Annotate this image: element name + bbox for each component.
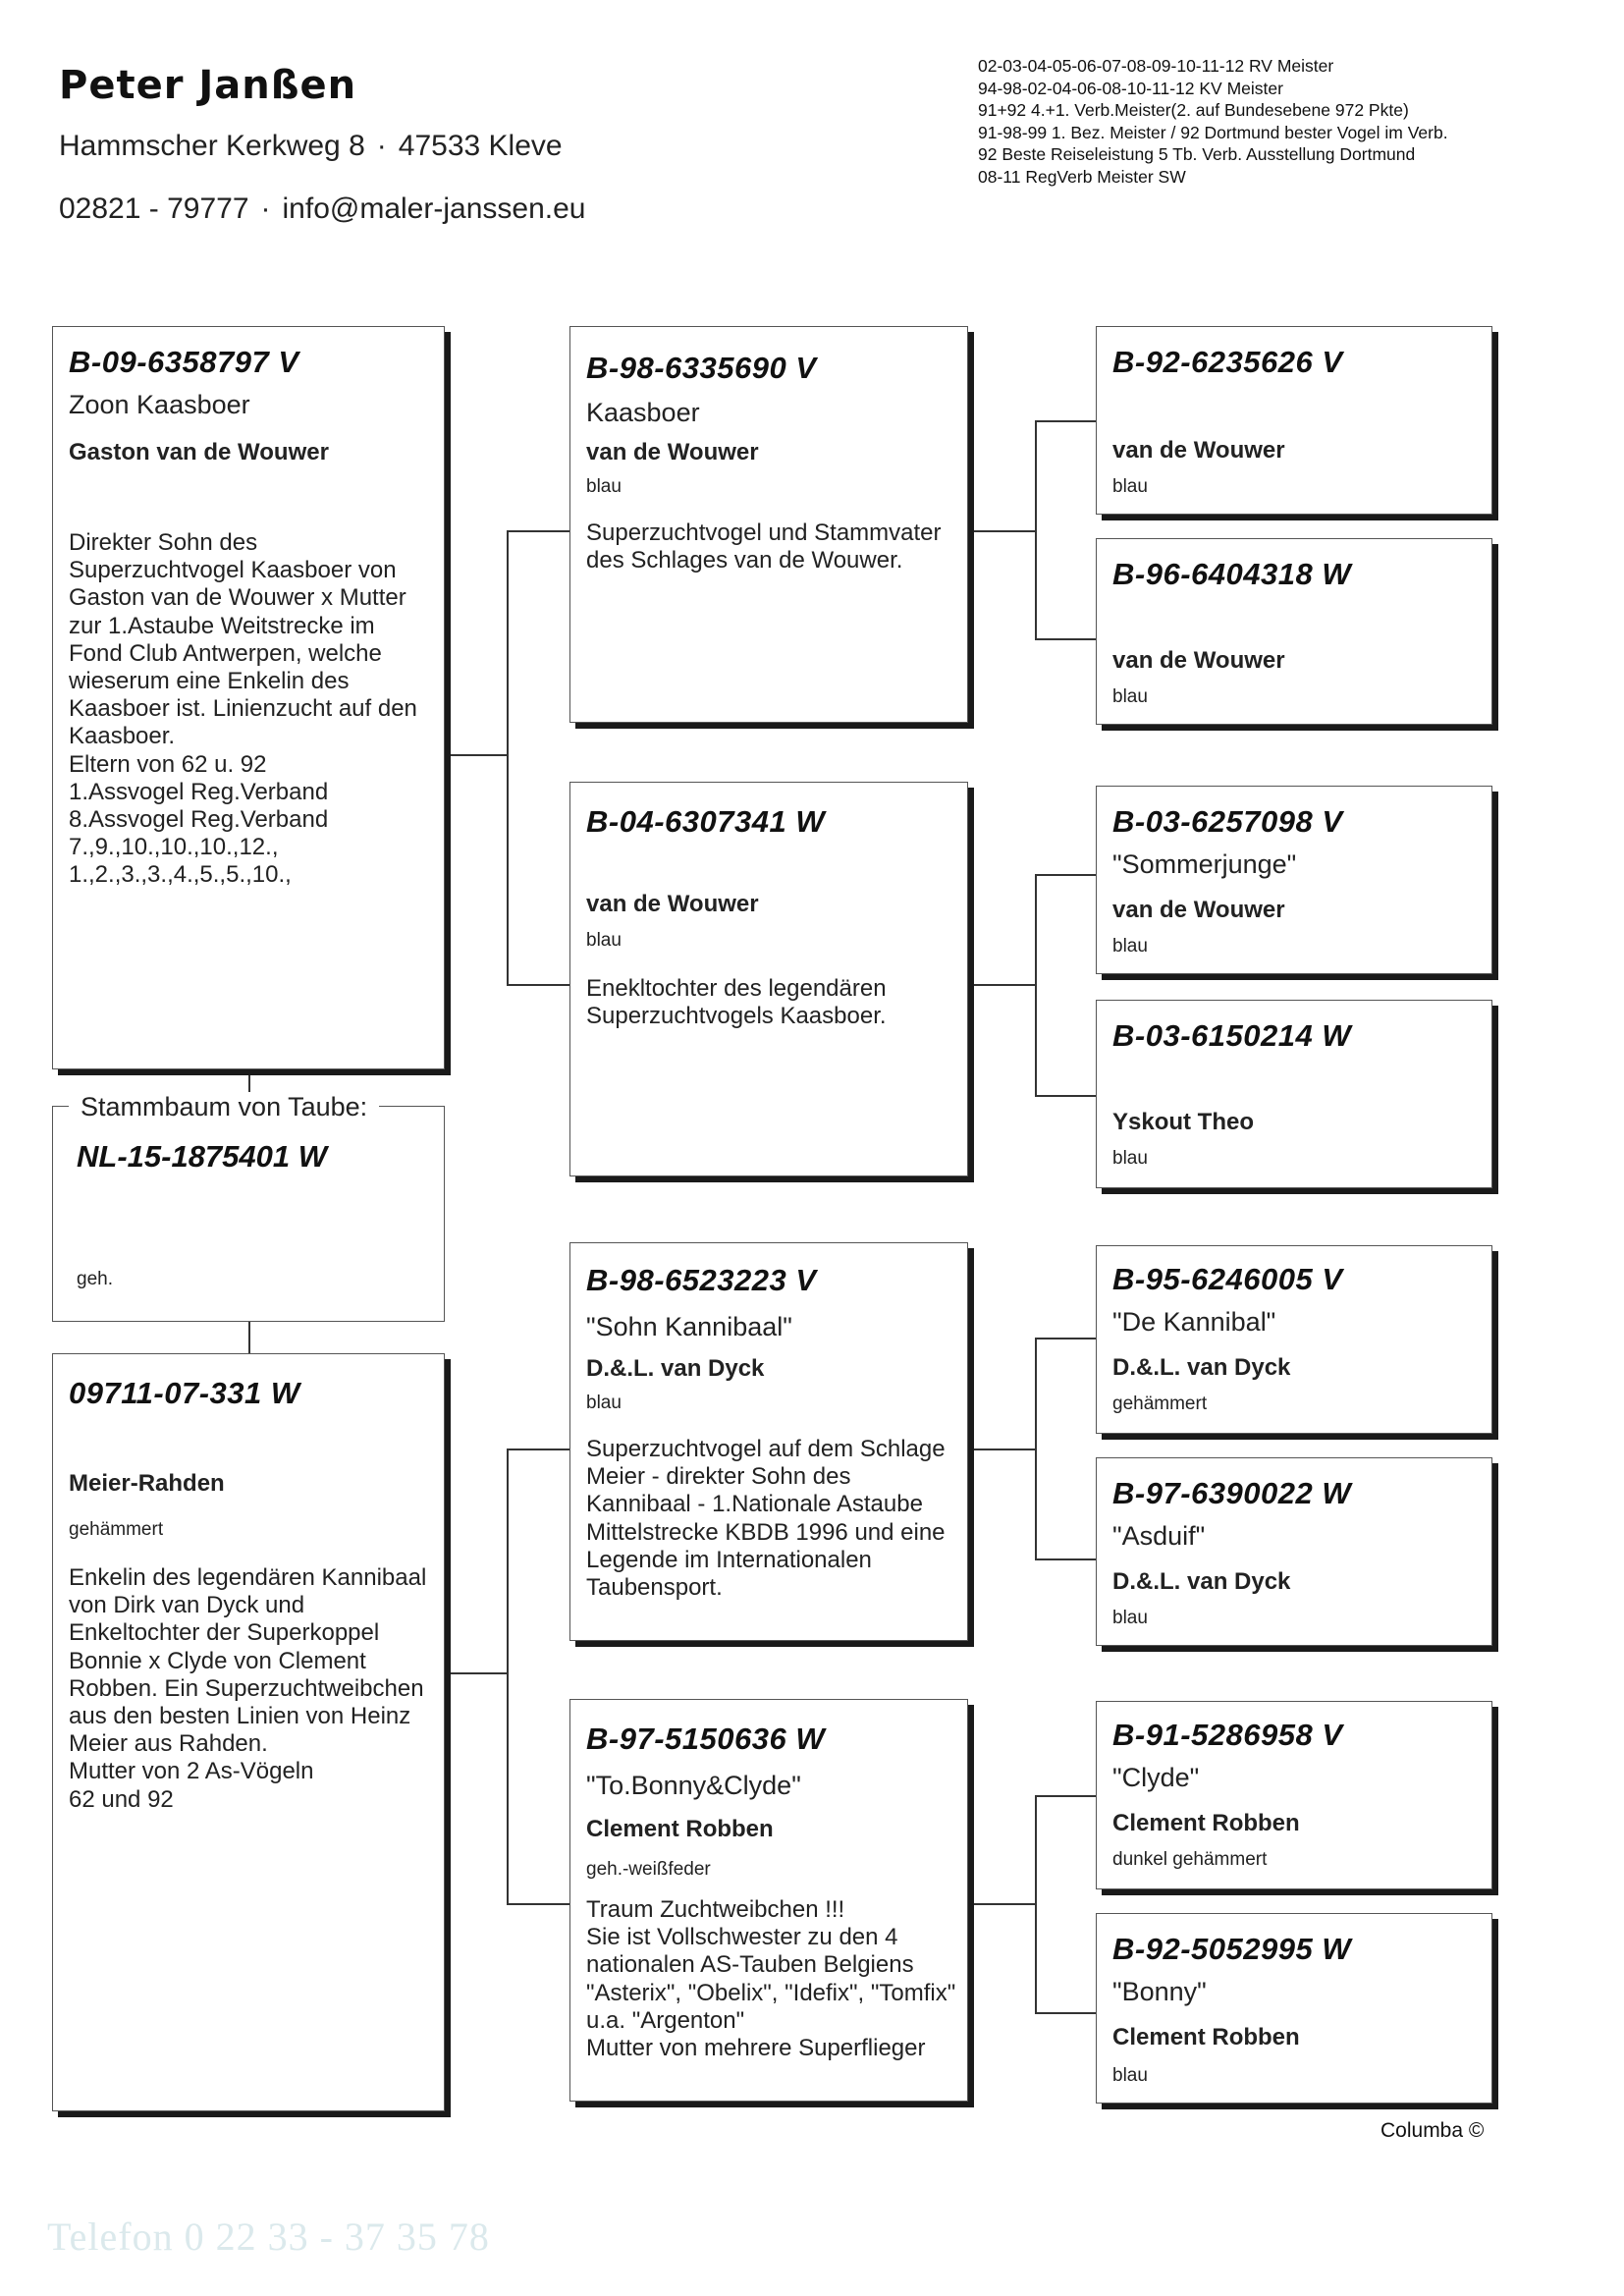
connector-line (248, 1322, 250, 1353)
mf-breeder: D.&.L. van Dyck (586, 1355, 765, 1382)
fm-description: Enekltochter des legendären Superzuchtvogels Kaasboer. (586, 975, 887, 1030)
connector-line (968, 530, 1035, 532)
ff-color: blau (586, 476, 622, 497)
mfm-name: "Asduif" (1112, 1521, 1206, 1551)
mm-breeder: Clement Robben (586, 1816, 774, 1842)
connector-line (1035, 420, 1037, 639)
fmm-ring-number: B-03-6150214 W (1112, 1018, 1352, 1053)
connector-line (507, 530, 509, 985)
mfm-color: blau (1112, 1608, 1148, 1628)
connector-line (1035, 1795, 1037, 2013)
achievement-line: 92 Beste Reiseleistung 5 Tb. Verb. Ausstellung Dortmund (978, 144, 1416, 165)
achievements-list (978, 55, 1448, 189)
ancestor-fff-box (1096, 326, 1492, 515)
fmm-breeder: Yskout Theo (1112, 1109, 1255, 1135)
ancestor-fmm-box (1096, 1000, 1492, 1188)
separator-dot: · (260, 192, 271, 225)
connector-line (1035, 1558, 1096, 1560)
fm-breeder: van de Wouwer (586, 891, 759, 917)
mf-description: Superzuchtvogel auf dem Schlage Meier - direkter Sohn des Kannibaal - 1.Nationale Astaube Mittelstrecke KBDB 1996 und eine Legende im Internationalen Taubensport. (586, 1436, 946, 1602)
connector-line (507, 984, 569, 986)
mm-ring-number: B-97-5150636 W (586, 1722, 826, 1756)
father-ring-number: B-09-6358797 V (69, 345, 299, 379)
mm-name: "To.Bonny&Clyde" (586, 1771, 801, 1800)
father-name: Zoon Kaasboer (69, 390, 250, 419)
connector-line (507, 1449, 569, 1450)
mfm-ring-number: B-97-6390022 W (1112, 1476, 1352, 1510)
ff-description: Superzuchtvogel und Stammvater des Schlages van de Wouwer. (586, 519, 942, 574)
separator-dot: · (376, 130, 387, 162)
owner-contact (59, 192, 585, 226)
father-description: Direkter Sohn des Superzuchtvogel Kaasboer von Gaston van de Wouwer x Mutter zur 1.Astaube Weitstrecke im Fond Club Antwerpen, welche wieserum eine Enkelin des Kaasboer ist. Linienzucht auf den Kaasboer. Eltern von 62 u. 92 1.Assvogel Reg.Verband 8.Assvogel Reg.Verband 7.,9.,10.,10.,10.,12., 1.,2.,3.,3.,4.,5.,5.,10., (69, 529, 417, 889)
ffm-breeder: van de Wouwer (1112, 647, 1285, 674)
mmm-ring-number: B-92-5052995 W (1112, 1932, 1352, 1966)
mf-color: blau (586, 1393, 622, 1413)
mmf-breeder: Clement Robben (1112, 1810, 1300, 1836)
connector-line (1035, 1795, 1096, 1797)
fm-color: blau (586, 930, 622, 951)
connector-line (507, 1449, 509, 1904)
mm-color: geh.-weißfeder (586, 1859, 711, 1880)
fm-ring-number: B-04-6307341 W (586, 804, 826, 839)
fmm-color: blau (1112, 1148, 1148, 1169)
copyright-note: Columba © (1380, 2119, 1485, 2142)
mff-ring-number: B-95-6246005 V (1112, 1262, 1343, 1296)
owner-name: Peter Janßen (59, 63, 357, 108)
achievement-line: 08-11 RegVerb Meister SW (978, 166, 1186, 187)
grandsire-paternal-box (569, 326, 968, 723)
owner-phone: 02821 - 79777 (59, 192, 249, 225)
owner-street: Hammscher Kerkweg 8 (59, 130, 365, 162)
owner-city: 47533 Kleve (398, 130, 563, 162)
achievement-line: 94-98-02-04-06-08-10-11-12 KV Meister (978, 78, 1283, 98)
connector-line (968, 984, 1035, 986)
connector-line (507, 530, 569, 532)
fmf-ring-number: B-03-6257098 V (1112, 804, 1343, 839)
mfm-breeder: D.&.L. van Dyck (1112, 1568, 1291, 1595)
connector-line (1035, 1338, 1037, 1559)
mm-description: Traum Zuchtweibchen !!! Sie ist Vollschwester zu den 4 nationalen AS-Tauben Belgiens "Asterix", "Obelix", "Idefix", "Tomfix" u.a. "Argenton" Mutter von mehrere Superflieger (586, 1896, 956, 2062)
connector-line (968, 1449, 1035, 1450)
mf-name: "Sohn Kannibaal" (586, 1312, 792, 1341)
connector-line (1035, 2012, 1096, 2014)
ff-ring-number: B-98-6335690 V (586, 351, 817, 385)
ancestor-mff-box (1096, 1245, 1492, 1434)
ff-breeder: van de Wouwer (586, 439, 759, 465)
mff-breeder: D.&.L. van Dyck (1112, 1354, 1291, 1381)
ffm-color: blau (1112, 686, 1148, 707)
mmm-name: "Bonny" (1112, 1977, 1207, 2006)
fmf-breeder: van de Wouwer (1112, 897, 1285, 923)
mother-ring-number: 09711-07-331 W (69, 1376, 300, 1410)
mmf-ring-number: B-91-5286958 V (1112, 1718, 1343, 1752)
owner-email[interactable]: info@maler-janssen.eu (282, 192, 586, 225)
granddam-paternal-box (569, 782, 968, 1176)
mmm-breeder: Clement Robben (1112, 2024, 1300, 2050)
mmf-color: dunkel gehämmert (1112, 1849, 1268, 1870)
owner-address (59, 130, 563, 163)
grandsire-maternal-box (569, 1242, 968, 1641)
subject-caption: Stammbaum von Taube: (69, 1092, 379, 1122)
achievement-line: 91+92 4.+1. Verb.Meister(2. auf Bundesebene 972 Pkte) (978, 100, 1409, 121)
fmf-name: "Sommerjunge" (1112, 849, 1297, 879)
connector-line (1035, 1095, 1096, 1097)
ffm-ring-number: B-96-6404318 W (1112, 557, 1352, 591)
achievement-line: 02-03-04-05-06-07-08-09-10-11-12 RV Meister (978, 56, 1334, 76)
mother-description: Enkelin des legendären Kannibaal von Dirk van Dyck und Enkeltochter der Superkoppel Bonnie x Clyde von Clement Robben. Ein Superzuchtweibchen aus den besten Linien von Heinz Meier aus Rahden. Mutter von 2 As-Vögeln 62 und 92 (69, 1564, 427, 1813)
mmm-color: blau (1112, 2065, 1148, 2086)
mff-name: "De Kannibal" (1112, 1307, 1276, 1337)
mother-breeder: Meier-Rahden (69, 1470, 225, 1497)
ancestor-mmm-box (1096, 1913, 1492, 2104)
connector-line (1035, 874, 1037, 1096)
ff-name: Kaasboer (586, 398, 700, 427)
mf-ring-number: B-98-6523223 V (586, 1263, 817, 1297)
fff-color: blau (1112, 476, 1148, 497)
father-box (52, 326, 445, 1069)
connector-line (1035, 420, 1096, 422)
connector-line (445, 754, 507, 756)
mother-box (52, 1353, 445, 2111)
ancestor-ffm-box (1096, 538, 1492, 725)
fff-ring-number: B-92-6235626 V (1112, 345, 1343, 379)
granddam-maternal-box (569, 1699, 968, 2102)
mff-color: gehämmert (1112, 1394, 1208, 1414)
connector-line (1035, 638, 1096, 640)
connector-line (1035, 874, 1096, 876)
fmf-color: blau (1112, 936, 1148, 957)
subject-ring-number: NL-15-1875401 W (77, 1139, 328, 1174)
connector-line (445, 1672, 507, 1674)
ancestor-fmf-box (1096, 786, 1492, 974)
mother-color: gehämmert (69, 1519, 164, 1540)
achievement-line: 91-98-99 1. Bez. Meister / 92 Dortmund bester Vogel im Verb. (978, 122, 1448, 142)
father-breeder: Gaston van de Wouwer (69, 439, 329, 465)
ancestor-mfm-box (1096, 1457, 1492, 1646)
connector-line (507, 1903, 569, 1905)
ancestor-mmf-box (1096, 1701, 1492, 1889)
fff-breeder: van de Wouwer (1112, 437, 1285, 464)
mmf-name: "Clyde" (1112, 1763, 1200, 1792)
background-watermark: Telefon 0 22 33 - 37 35 78 (47, 2214, 490, 2259)
connector-line (968, 1903, 1035, 1905)
connector-line (1035, 1338, 1096, 1339)
subject-color: geh. (77, 1269, 113, 1289)
